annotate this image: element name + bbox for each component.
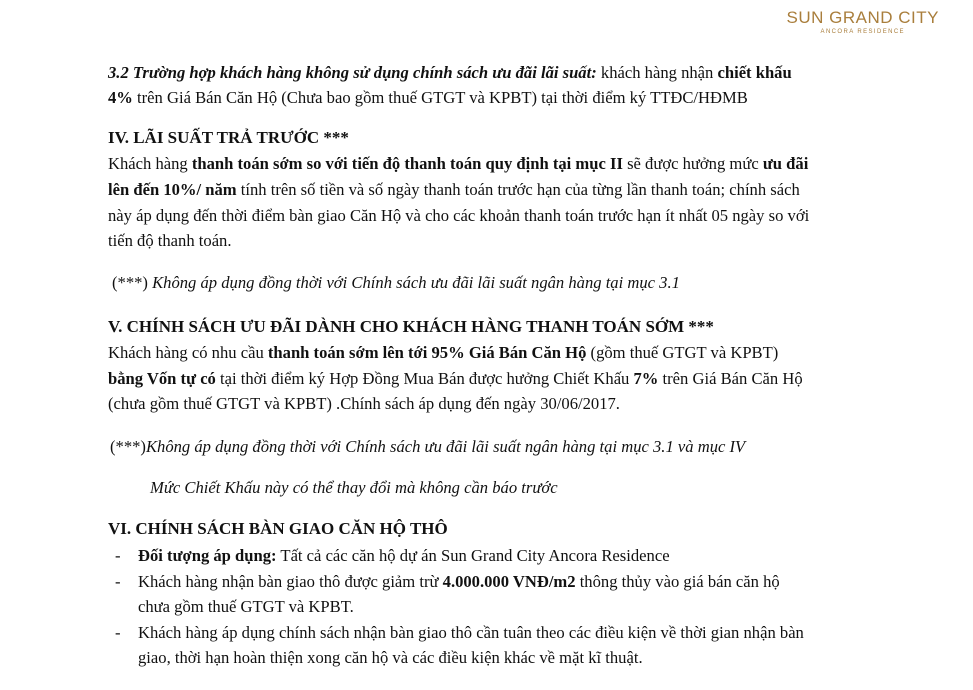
text-span: Khách hàng	[108, 154, 192, 173]
text-span-bold: ưu đãi	[762, 154, 809, 173]
text-span: khách hàng nhận	[596, 63, 718, 82]
section-iv-heading: IV. LÃI SUẤT TRẢ TRƯỚC ***	[108, 128, 349, 147]
section-vi-heading: VI. CHÍNH SÁCH BÀN GIAO CĂN HỘ THÔ	[108, 519, 448, 538]
section-iv-line-4: tiến độ thanh toán.	[108, 231, 232, 250]
note-marker: (***)	[110, 437, 146, 456]
section-v-line-3: (chưa gồm thuế GTGT và KPBT) .Chính sách áp dụng đến ngày 30/06/2017.	[108, 394, 620, 413]
section-v-line-2	[108, 368, 803, 390]
note-text: Không áp dụng đồng thời với Chính sách ưu đãi lãi suất ngân hàng tại mục 3.1	[147, 273, 680, 292]
text-span: Khách hàng có nhu cầu	[108, 343, 268, 362]
text-span-bold: chiết khấu	[717, 63, 792, 82]
section-iv-line-2	[108, 179, 800, 201]
text-span-bold: thanh toán sớm so với tiến độ thanh toán quy định tại mục II	[191, 154, 623, 173]
section-v-note	[110, 436, 745, 458]
text-span: sẽ được hưởng mức	[622, 154, 763, 173]
text-span-bold: 4.000.000 VNĐ/m2	[442, 572, 576, 591]
section-iv-line-3: này áp dụng đến thời điểm bàn giao Căn Hộ và cho các khoản thanh toán trước hạn ít nhất 05 ngày so với	[108, 206, 810, 225]
section-vi-bullet-1	[138, 545, 670, 567]
text-span-bold: thanh toán sớm lên tới 95% Giá Bán Căn Hộ	[267, 343, 587, 362]
section-v-heading: V. CHÍNH SÁCH ƯU ĐÃI DÀNH CHO KHÁCH HÀNG THANH TOÁN SỚM ***	[108, 317, 714, 336]
section-iv-line-1	[108, 153, 808, 175]
section-v-line-1	[108, 342, 778, 364]
brand-logo	[787, 8, 939, 35]
logo-subtitle: ANCORA RESIDENCE	[820, 29, 905, 35]
text-span: Tất cả các căn hộ dự án Sun Grand City Ancora Residence	[276, 546, 670, 565]
section-vi-bullet-3: Khách hàng áp dụng chính sách nhận bàn giao thô cần tuân theo các điều kiện về thời gian nhận bàn	[138, 623, 804, 642]
text-span-bold: 4%	[108, 88, 133, 107]
text-span: (gồm thuế GTGT và KPBT)	[586, 343, 779, 362]
text-span: Khách hàng nhận bàn giao thô được giảm trừ	[138, 572, 443, 591]
section-vi-bullet-3-line-2: giao, thời hạn hoàn thiện xong căn hộ và các điều kiện khác về mặt kĩ thuật.	[138, 648, 643, 667]
bullet-marker: -	[115, 572, 121, 591]
text-span-bold: Đối tượng áp dụng:	[138, 546, 277, 565]
bullet-marker: -	[115, 623, 121, 642]
discount-disclaimer: Mức Chiết Khấu này có thể thay đổi mà không cần báo trước	[150, 478, 558, 497]
text-span: trên Giá Bán Căn Hộ	[658, 369, 803, 388]
text-span-bold: 7%	[633, 369, 659, 388]
section-vi-bullet-2	[138, 571, 780, 593]
bullet-marker: -	[115, 546, 121, 565]
section-iv-note	[112, 272, 680, 294]
section-3-2-line-2	[108, 87, 748, 109]
text-span-bold: lên đến 10%/ năm	[108, 180, 237, 199]
text-span: tính trên số tiền và số ngày thanh toán trước hạn của từng lần thanh toán; chính sách	[236, 180, 800, 199]
section-3-2-title: 3.2 Trường hợp khách hàng không sử dụng chính sách ưu đãi lãi suất:	[108, 63, 597, 82]
section-3-2-line-1	[108, 62, 792, 84]
text-span: thông thủy vào giá bán căn hộ	[575, 572, 780, 591]
section-vi-bullet-2-line-2: chưa gồm thuế GTGT và KPBT.	[138, 597, 354, 616]
text-span-bold: bằng Vốn tự có	[108, 369, 216, 388]
note-marker: (***)	[112, 273, 148, 292]
logo-title: SUN GRAND CITY	[786, 8, 939, 27]
note-text: Không áp dụng đồng thời với Chính sách ưu đãi lãi suất ngân hàng tại mục 3.1 và mục IV	[145, 437, 746, 456]
text-span: tại thời điểm ký Hợp Đồng Mua Bán được hưởng Chiết Khấu	[215, 369, 634, 388]
text-span: trên Giá Bán Căn Hộ (Chưa bao gồm thuế GTGT và KPBT) tại thời điểm ký TTĐC/HĐMB	[132, 88, 748, 107]
